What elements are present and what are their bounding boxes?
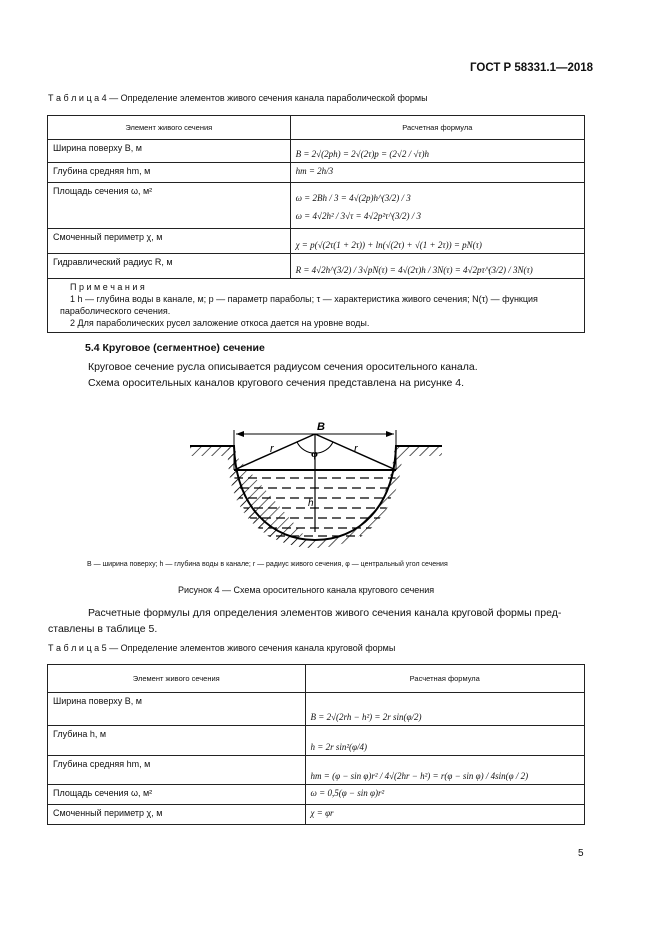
figure-legend: B — ширина поверху; h — глубина воды в канале; r — радиус живого сечения, φ — центральный угол сечения bbox=[87, 561, 448, 568]
body-paragraph-line-1: Расчетные формулы для определения элементов живого сечения канала круговой формы пред- bbox=[88, 607, 562, 619]
table5-header-formula: Расчетная формула bbox=[305, 665, 584, 693]
table5-cell-element: Глубина средняя hm, м bbox=[48, 756, 306, 785]
note-1-continued: параболического сечения. bbox=[60, 306, 171, 316]
table5 bbox=[47, 664, 585, 825]
table5-header-element: Элемент живого сечения bbox=[48, 665, 306, 693]
table4-header-formula: Расчетная формула bbox=[290, 116, 584, 140]
section-paragraph-2: Схема оросительных каналов кругового сечения представлена на рисунке 4. bbox=[88, 377, 465, 389]
table4 bbox=[47, 115, 585, 333]
table4-caption: Т а б л и ц а 4 — Определение элементов живого сечения канала параболической формы bbox=[48, 93, 428, 103]
notes-title: П р и м е ч а н и я bbox=[70, 282, 145, 292]
label-r-right: r bbox=[354, 443, 358, 455]
label-r-left: r bbox=[270, 443, 274, 455]
figure-4-diagram bbox=[180, 408, 450, 548]
section-title: 5.4 Круговое (сегментное) сечение bbox=[85, 342, 265, 354]
table5-cell-formula: h = 2r sin²(φ/4) bbox=[305, 726, 584, 756]
table4-notes bbox=[48, 279, 585, 333]
document-header: ГОСТ Р 58331.1—2018 bbox=[470, 62, 594, 74]
table4-cell-element: Глубина средняя hm, м bbox=[48, 163, 291, 183]
label-B: B bbox=[317, 421, 325, 433]
note-1: 1 h — глубина воды в канале, м; p — параметр параболы; τ — характеристика живого сечения; N(τ) — функция bbox=[70, 294, 538, 304]
table4-cell-formula: χ = p(√(2τ(1 + 2τ)) + ln(√(2τ) + √(1 + 2τ)) = pN(τ) bbox=[290, 229, 584, 254]
table4-formula-line: ω = 2Bh / 3 = 4√(2p)h^(3/2) / 3 bbox=[295, 193, 411, 203]
figure-caption: Рисунок 4 — Схема оросительного канала кругового сечения bbox=[178, 585, 435, 595]
label-h: h bbox=[308, 498, 314, 509]
note-2: 2 Для параболических русел заложение откоса дается на уровне воды. bbox=[70, 318, 370, 328]
label-phi: φ bbox=[311, 448, 318, 460]
ground-hatching bbox=[190, 446, 442, 548]
table5-cell-element: Смоченный периметр χ, м bbox=[48, 805, 306, 825]
radius-line-left bbox=[234, 434, 315, 470]
page-number: 5 bbox=[578, 848, 584, 859]
table4-cell-element: Площадь сечения ω, м² bbox=[48, 183, 291, 229]
table4-cell-formula: R = 4√2h^(3/2) / 3√pN(τ) = 4√(2τ)h / 3N(τ) = 4√2pτ^(3/2) / 3N(τ) bbox=[290, 254, 584, 279]
table5-cell-formula: B = 2√(2rh − h²) = 2r sin(φ/2) bbox=[305, 693, 584, 726]
table4-cell-formula: B = 2√(2ph) = 2√(2τ)p = (2√2 / √τ)h bbox=[290, 140, 584, 163]
table5-cell-formula: ω = 0,5(φ − sin φ)r² bbox=[305, 785, 584, 805]
table5-cell-element: Глубина h, м bbox=[48, 726, 306, 756]
body-paragraph-line-2: ставлены в таблице 5. bbox=[48, 623, 158, 635]
table5-cell-formula: hm = (φ − sin φ)r² / 4√(2hr − h²) = r(φ − sin φ) / 4sin(φ / 2) bbox=[305, 756, 584, 785]
table5-cell-formula: χ = φr bbox=[305, 805, 584, 825]
table4-cell-formula bbox=[290, 183, 584, 229]
table5-cell-element: Ширина поверху B, м bbox=[48, 693, 306, 726]
section-paragraph-1: Круговое сечение русла описывается радиусом сечения оросительного канала. bbox=[88, 361, 478, 373]
table4-cell-element: Гидравлический радиус R, м bbox=[48, 254, 291, 279]
table4-formula-line: ω = 4√2h² / 3√τ = 4√2p²τ^(3/2) / 3 bbox=[295, 211, 422, 221]
table4-header-element: Элемент живого сечения bbox=[48, 116, 291, 140]
table4-cell-element: Смоченный периметр χ, м bbox=[48, 229, 291, 254]
table5-caption: Т а б л и ц а 5 — Определение элементов живого сечения канала круговой формы bbox=[48, 643, 396, 653]
table4-cell-element: Ширина поверху B, м bbox=[48, 140, 291, 163]
table4-cell-formula: hm = 2h/3 bbox=[290, 163, 584, 183]
table5-cell-element: Площадь сечения ω, м² bbox=[48, 785, 306, 805]
